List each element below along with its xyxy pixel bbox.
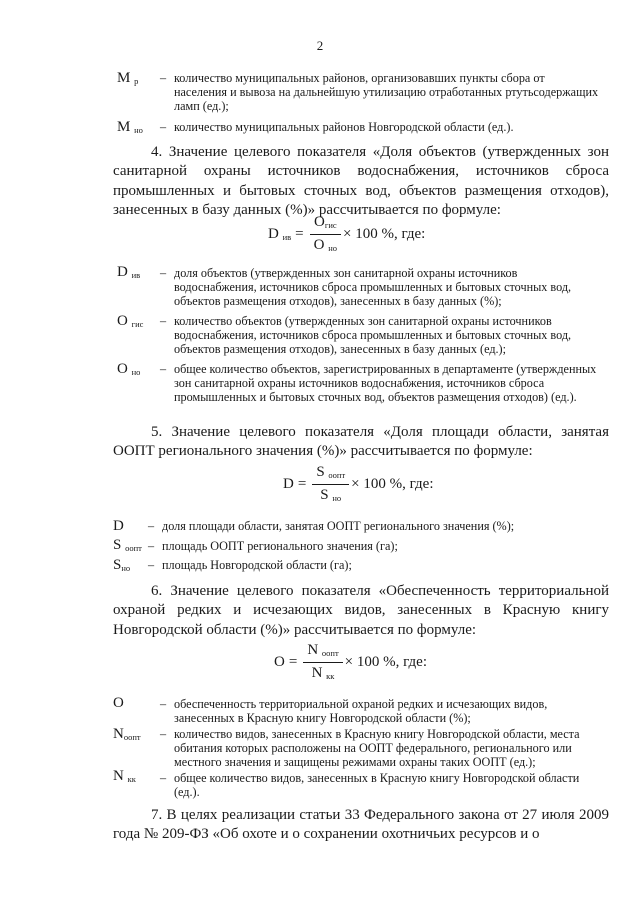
symbol-d-iv: D $_{ив}$ <box>117 264 141 280</box>
definition-n-oopt: – количество видов, занесенных в Красную книгу Новгородской области, места обитания которых расположены на ООПТ федерального, регионального или местного значения и защищены режимами охраны таких ООПТ (ед.); <box>160 727 580 769</box>
formula-item-6: О = $\frac{N _{оопт}}{N _{кк}}$ × 100 %, где: <box>274 642 427 681</box>
symbol-o-no: О $_{но}$ <box>117 361 141 377</box>
paragraph-item-5: 5. Значение целевого показателя «Доля площади области, занятая ООПТ регионального значения (%)» рассчитывается по формуле: <box>113 424 609 460</box>
formula-item-5: D = $\frac{S _{оопт}}{S _{но}}$ × 100 %, где: <box>283 464 434 503</box>
page-number: 2 <box>316 38 324 53</box>
definition-m-r: – количество муниципальных районов, организовавших пункты сбора от населения и вывоза на дальнейшую утилизацию отработанных ртутьсодержащих ламп (ед.); <box>160 71 599 113</box>
symbol-o: О <box>113 695 124 711</box>
symbol-n-oopt: $N_{оопт}$ <box>113 726 141 742</box>
definition-d-iv: – доля объектов (утвержденных зон санитарной охраны источников водоснабжения, источников сброса промышленных и бытовых сточных вод, объектов размещения отходов), занесенных в базу данных (%); <box>160 266 572 308</box>
definition-o: – обеспеченность территориальной охраной редких и исчезающих видов, занесенных в Красную книгу Новгородской области (%); <box>160 697 548 725</box>
definition-s-no: – площадь Новгородской области (га); <box>148 558 352 572</box>
definition-o-no: – общее количество объектов, зарегистрированных в департаменте (утвержденных зон санитарной охраны источников водоснабжения, источников сброса промышленных и бытовых сточных вод, объектов размещения отходов) (ед.). <box>160 362 597 404</box>
symbol-s-oopt: S $_{оопт}$ <box>113 537 142 553</box>
paragraph-item-7: 7. В целях реализации статьи 33 Федерального закона от 27 июля 2009 года № 209-ФЗ «Об охоте и о сохранении охотничьих ресурсов и о <box>113 807 609 843</box>
symbol-m-r: М $_р$ <box>117 70 139 86</box>
paragraph-item-6: 6. Значение целевого показателя «Обеспеченность территориальной охраной редких и исчезающих видов, занесенных в Красную книгу Новгородской области (%)» рассчитывается по формуле: <box>113 583 609 638</box>
symbol-o-gis: О $_{гис}$ <box>117 313 144 329</box>
definition-m-no: – количество муниципальных районов Новгородской области (ед.). <box>160 120 514 134</box>
paragraph-item-4: 4. Значение целевого показателя «Доля объектов (утвержденных зон санитарной охраны источников водоснабжения, источников сброса промышленных и бытовых сточных вод, объектов размещения отходов), занесенных в базу данных (%)» рассчитывается по формуле: <box>113 144 609 219</box>
symbol-m-no: М $_{но}$ <box>117 119 143 135</box>
formula-item-4: D $_{ив}$ = $\frac{О_{гис}}{О _{но}}$ × 100 %, где: <box>268 214 426 253</box>
symbol-n-kk: N $_{кк}$ <box>113 768 136 784</box>
definition-s-oopt: – площадь ООПТ регионального значения (га); <box>148 539 398 553</box>
definition-o-gis: – количество объектов (утвержденных зон санитарной охраны источников водоснабжения, источников сброса промышленных и бытовых сточных вод, объектов размещения отходов), занесенных в базу данных (ед.); <box>160 314 572 356</box>
definition-d: – доля площади области, занятая ООПТ регионального значения (%); <box>148 519 515 533</box>
symbol-d: D <box>113 518 124 534</box>
symbol-s-no: $S_{но}$ <box>113 557 131 573</box>
definition-n-kk: – общее количество видов, занесенных в Красную книгу Новгородской области (ед.). <box>160 771 580 799</box>
